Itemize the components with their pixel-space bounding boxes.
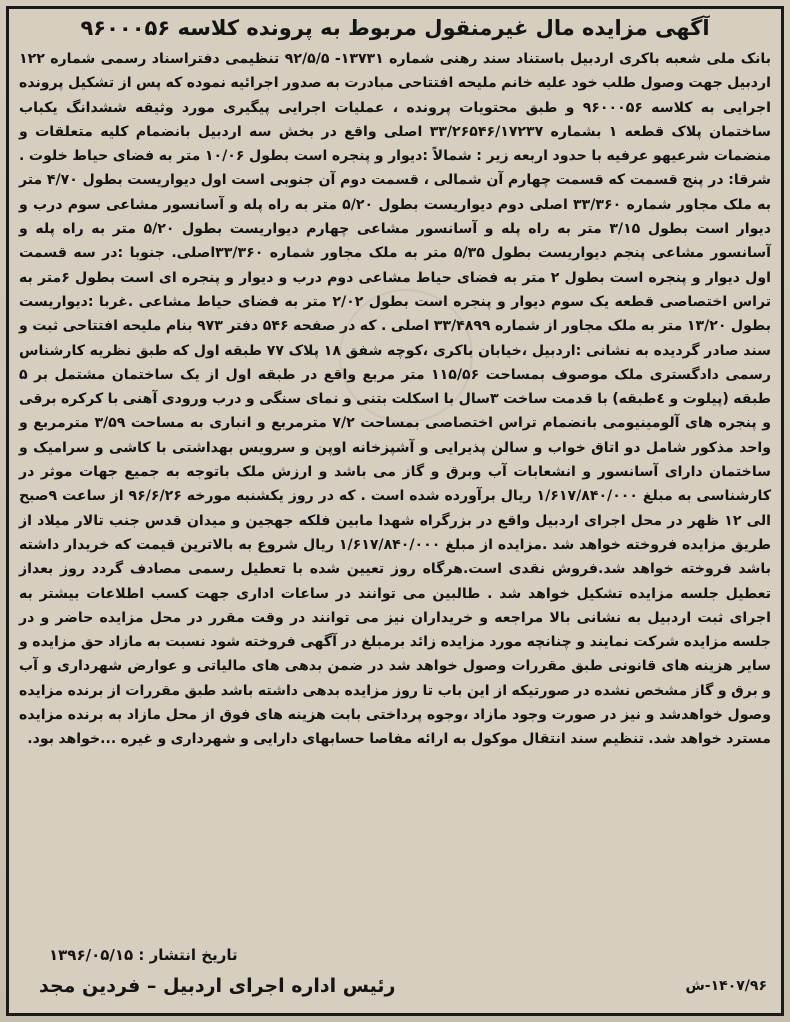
publication-date: تاریخ انتشار : ۱۳۹۶/۰۵/۱۵ — [49, 946, 238, 964]
signature: رئیس اداره اجرای اردبیل – فردین مجد — [39, 975, 396, 997]
notice-frame — [6, 6, 784, 1016]
notice-title: آگهی مزایده مال غیرمنقول مربوط به پرونده کلاسه ۹۶۰۰۰۵۶ — [80, 16, 710, 40]
notice-body: بانک ملی شعبه باکری اردبیل باستناد سند رهنی شماره ۱۳۷۳۱- ۹۲/۵/۵ تنظیمی دفتراسناد رسمی شماره ۱۲۲ اردبیل جهت وصول طلب خود علیه خانم ملیحه افتتاحی مبادرت به صدور اجرائیه نموده که پس از تشکیل پرونده اجرایی به کلاسه ۹۶۰۰۰۵۶ و طبق محتویات پرونده ، عملیات اجرایی پیگیری مورد وثیقه ششدانگ یکباب ساختمان پلاک قطعه ۱ بشماره ۳۳/۲۶۵۴۶/۱۷۲۳۷ اصلی واقع در بخش سه اردبیل بانضمام کلیه متعلقات و منضمات شرعیهو عرفیه با حدود اربعه زیر : شمالاً :دیوار و پنجره است بطول ۱۰/۰۶ متر به فضای حیاط خلوت . شرقا: در پنج قسمت که قسمت چهارم آن شمالی ، قسمت دوم آن جنوبی است اول دیواریست بطول ۴/۷۰ متر به ملک مجاور شماره ۳۳/۳۶۰ اصلی دوم دیواریست بطول ۵/۲۰ متر به راه پله و آسانسور مشاعی سوم درب و دیوار است بطول ۳/۱۵ متر به راه پله و آسانسور مشاعی چهارم دیواریست بطول ۵/۲۰ متر به راه پله و آسانسور مشاعی پنجم دیواریست بطول ۵/۳۵ متر به ملک مجاور شماره ۳۳/۳۶۰اصلی. جنوبا :در سه قسمت اول دیوار و پنجره است بطول ۲ متر به فضای حیاط مشاعی دوم درب و دیوار و پنجره ای است بطول ۶متر به تراس اختصاصی قطعه یک سوم دیوار و پنجره است بطول ۲/۰۲ متر به فضای حیاط مشاعی .غربا :دیواریست بطول ۱۳/۲۰ متر به ملک مجاور از شماره ۳۳/۴۸۹۹ اصلی . که در صفحه ۵۴۶ دفتر ۹۷۳ بنام ملیحه افتتاحی ثبت و سند صادر گردیده به نشانی :اردبیل ،خیابان باکری ،کوچه شفق ۱۸ پلاک ۷۷ طبقه اول که طبق نظریه کارشناس رسمی دادگستری ملک موصوف بمساحت ۱۱۵/۵۶ متر مربع واقع در طبقه اول از یک ساختمان مشتمل بر ۵ طبقه (پیلوت و ٤طبقه) با قدمت ساخت ۳سال با اسکلت بتنی و نمای سنگی و درب ورودی آهنی با کرکره برقی و پنجره های آلومینیومی بانضمام تراس اختصاصی بمساحت ۷/۲ مترمربع و انباری به مساحت ۳/۵۹ مترمربع و واحد مذکور شامل دو اتاق خواب و سالن پذیرایی و آشپزخانه اوپن و سرویس بهداشتی با کاشی و سرامیک و ساختمان دارای آسانسور و انشعابات آب وبرق و گاز می باشد و ارزش ملک باتوجه به جمیع جهات موثر در کارشناسی به مبلغ ۱/۶۱۷/۸۴۰/۰۰۰ ریال برآورده شده است . که در روز یکشنبه مورخه ۹۶/۶/۲۶ از ساعت ۹صبح الی ۱۲ ظهر در محل اجرای اردبیل واقع در بزرگراه شهدا مابین فلکه جهجین و میدان قدس جنب تالار میلاد از طریق مزایده فروخته خواهد شد .مزایده از مبلغ ۱/۶۱۷/۸۴۰/۰۰۰ ریال شروع به بالاترین قیمت که خریدار داشته باشد فروخته خواهد شد.فروش نقدی است.هرگاه روز تعیین شده با تعطیل رسمی مصادف گردد روز بعداز تعطیل جلسه مزایده تشکیل خواهد شد . طالبین می توانند در ساعات اداری جهت کسب اطلاعات بیشتر به اجرای ثبت اردبیل به نشانی بالا مراجعه و خریداران نیز می توانند در وقت مقرر در محل مزایده حاضر و در جلسه مزایده شرکت نمایند و چنانچه مورد مزایده زائد برمبلغ در آگهی فروخته شود نسبت به مازاد حق مزایده و سایر هزینه های قانونی طبق مقررات وصول خواهد شد در ضمن بدهی های مالیاتی و عوارض شهرداری و آب و برق و گاز مشخص نشده در صورتیکه از این باب تا روز مزایده بدهی داشته باشد طبق مقررات از برنده مزایده وصول خواهدشد و نیز در صورت وجود مازاد ،وجوه پرداختی بابت هزینه های فوق از محل مازاد به برنده مزایده مسترد خواهد شد. تنظیم سند انتقال موکول به ارائه مفاصا حسابهای دارایی و شهرداری و غیره ...خواهد بود. — [19, 51, 772, 748]
reference-code: ۱۴۰۷/۹۶-ش — [685, 978, 767, 994]
notice-footer — [19, 943, 771, 1005]
